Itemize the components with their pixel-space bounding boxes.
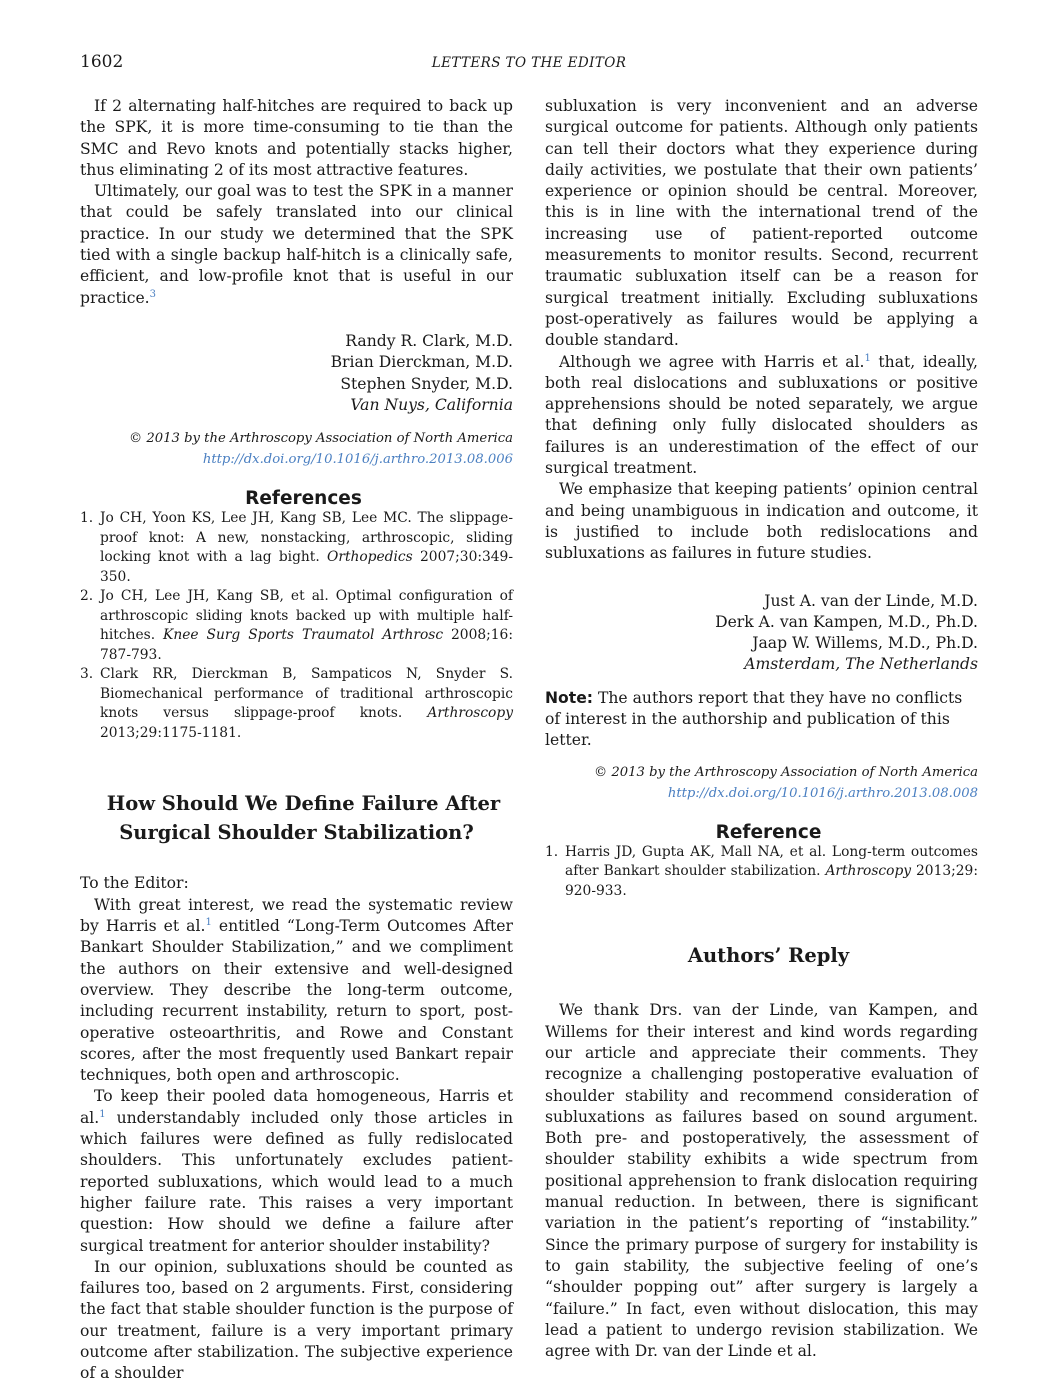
body-paragraph: We emphasize that keeping patients’ opinion central and being unambiguous in indication and outcome, it is justified to include both redislocations and subluxations as failures in future studies. [545,480,978,563]
author-signature: Derk A. van Kampen, M.D., Ph.D. [715,612,978,631]
references-heading: References [245,488,362,510]
reference-list [545,843,978,902]
body-paragraph: If 2 alternating half-hitches are required to back up the SPK, it is more time-consuming to tie than the SMC and Revo knots and potentially stacks higher, thus eliminating 2 of its most attractive features. [80,97,513,179]
page-header [80,52,978,76]
reference-item: 1. Harris JD, Gupta AK, Mall NA, et al. Long-term outcomes after Bankart shoulder stabilization. Arthroscopy 2013;29: 920-933. [545,843,978,899]
copyright-notice: © 2013 by the Arthroscopy Association of North America [593,764,978,780]
reference-link[interactable]: 1 [99,1108,106,1120]
body-paragraph: Ultimately, our goal was to test the SPK in a manner that could be safely translated into our clinical practice. In our study we determined that the SPK tied with a single backup half-hitch is a clinically safe, efficient, and low-profile knot that is useful in our practice.$^3$ [80,182,513,307]
body-paragraph: subluxation is very inconvenient and an adverse surgical outcome for patients. Although only patients can tell their doctors what they experience during daily activities, we postulate that their own patients’ experience or opinion should be central. Moreover, this is in line with the international trend of the increasing use of patient-reported outcome measurements to monitor results. Second, recurrent traumatic subluxation itself can be a reason for surgical treatment initially. Excluding subluxations post-operatively as failures would be applying a double standard. [545,97,978,350]
copyright-notice: © 2013 by the Arthroscopy Association of North America [128,431,513,447]
author-signature: Jaap W. Willems, M.D., Ph.D. [752,634,978,653]
conflict-note: Note: The authors report that they have no conflicts of interest in the authorship and publication of this letter. [545,688,963,750]
author-signature: Just A. van der Linde, M.D. [764,591,978,610]
reference-heading: Reference [715,821,822,843]
reference-item: 1. Jo CH, Yoon KS, Lee JH, Kang SB, Lee MC. The slippage-proof knot: A new, nonstacking, arthroscopic, sliding locking knot with a lag bight. Orthopedics 2007;30:349-350. [80,510,513,585]
body-paragraph: To keep their pooled data homogeneous, Harris et al.$^1$ understandably included only those articles in which failures were defined as fully redislocated shoulders. This unfortunately excludes patient-reported subluxations, which would lead to a much higher failure rate. This raises a very important question: How should we define a failure after surgical treatment for anterior shoulder instability? [80,1087,513,1255]
salutation: To the Editor: [80,874,189,893]
doi-link[interactable]: http://dx.doi.org/10.1016/j.arthro.2013.08.008 [667,785,978,801]
reference-link[interactable]: 1 [205,916,212,928]
body-paragraph: In our opinion, subluxations should be counted as failures too, based on 2 arguments. First, considering the fact that stable shoulder function is the purpose of our treatment, failure is a very important primary outcome after stabilization. The subjective experience of a shoulder [80,1257,513,1383]
author-signature: Stephen Snyder, M.D. [340,374,513,393]
reference-item: 2. Jo CH, Lee JH, Kang SB, et al. Optimal configuration of arthroscopic sliding knots backed up with multiple half-hitches. Knee Surg Sports Traumatol Arthrosc 2008;16: 787-793. [80,588,513,663]
author-location: Amsterdam, The Netherlands [744,655,978,674]
reference-item: 3. Clark RR, Dierckman B, Sampaticos N, Snyder S. Biomechanical performance of traditional arthroscopic knots versus slippage-proof knots. Arthroscopy 2013;29:1175-1181. [80,666,513,741]
body-paragraph: With great interest, we read the systematic review by Harris et al.$^1$ entitled “Long-Term Outcomes After Bankart Shoulder Stabilization,” and we compliment the authors on their extensive and well-designed overview. They describe the long-term outcome, including recurrent instability, return to sport, post-operative osteoarthritis, and Rowe and Constant scores, after the most frequently used Bankart repair techniques, both open and arthroscopic. [80,895,513,1085]
body-paragraph: We thank Drs. van der Linde, van Kampen, and Willems for their interest and kind words regarding our article and appreciate their comments. They recognize a challenging postoperative evaluation of shoulder stability and recommend consideration of subluxations as failures based on sound argument. Both pre- and postoperatively, the assessment of shoulder stability exhibits a wide spectrum from positional apprehension to frank dislocation requiring manual reduction. In between, there is significant variation in the patient’s reporting of “instability.” Since the primary purpose of surgery for instability is to gain stability, the subjective feeling of one’s “shoulder popping out” after surgery is largely a “failure.” In fact, even without dislocation, this may lead a patient to undergo revision stabilization. We agree with Dr. van der Linde et al. [545,1001,978,1361]
doi-link[interactable]: http://dx.doi.org/10.1016/j.arthro.2013.08.006 [202,452,513,468]
right-column [545,96,978,1362]
running-title: LETTERS TO THE EDITOR [431,55,627,71]
left-column [80,96,513,1385]
author-signature: Randy R. Clark, M.D. [345,331,513,350]
reference-link[interactable]: 1 [864,352,871,364]
reference-link[interactable]: 3 [149,288,157,300]
page-number: 1602 [80,52,124,72]
article-title: How Should We Define Failure After Surgical Shoulder Stabilization? [106,792,501,845]
body-paragraph: Although we agree with Harris et al.$^1$ that, ideally, both real dislocations and subluxations or positive apprehensions should be noted separately, we argue that defining only fully dislocated shoulders as failures is an underestimation of the effect of our surgical treatment. [545,352,978,478]
author-signature: Brian Dierckman, M.D. [330,353,513,372]
reply-title: Authors’ Reply [687,944,850,968]
author-location: Van Nuys, California [350,395,513,414]
reference-list [80,509,513,743]
